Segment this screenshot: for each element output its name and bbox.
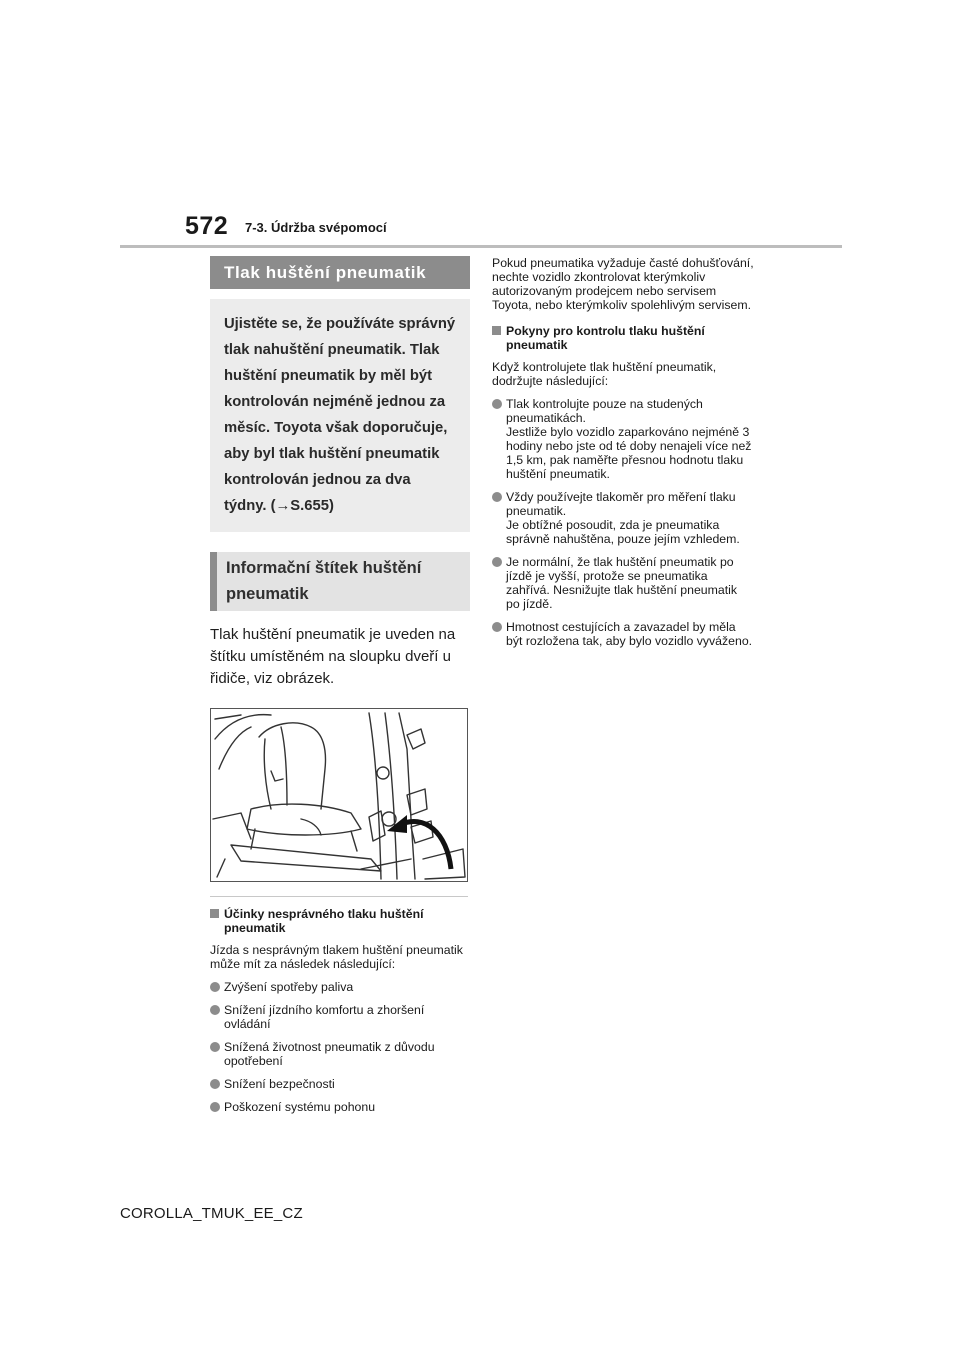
square-bullet-icon bbox=[210, 909, 219, 918]
circle-bullet-icon bbox=[210, 1102, 220, 1112]
list-item: Snížení jízdního komfortu a zhoršení ovládání bbox=[210, 1003, 470, 1031]
circle-bullet-icon bbox=[492, 492, 502, 502]
list-item: Tlak kontrolujte pouze na studených pneumatikách. Jestliže bylo vozidlo zaparkováno nejméně 3 hodiny nebo jste od té doby nenajeli více než 1,5 km, pak naměřte přesnou hodnotu tlaku huštění pneumatik. bbox=[492, 397, 754, 481]
circle-bullet-icon bbox=[492, 622, 502, 632]
list-item: Poškození systému pohonu bbox=[210, 1100, 470, 1114]
section-title: 7-3. Údržba svépomocí bbox=[245, 220, 387, 235]
door-pillar-label-illustration bbox=[210, 708, 468, 882]
list-item: Je normální, že tlak huštění pneumatik po jízdě je vyšší, protože se pneumatika zahřívá. Nesnižujte tlak huštění pneumatik po jízdě. bbox=[492, 555, 754, 611]
summary-box: Ujistěte se, že používáte správný tlak nahuštění pneumatik. Tlak huštění pneumatik by měl být kontrolován nejméně jednou za měsíc. Toyota však doporučuje, aby byl tlak huštění pneumatik kontrolován jednou za dva týdny. (→S.655) bbox=[210, 299, 470, 532]
effects-intro: Jízda s nesprávným tlakem huštění pneumatik může mít za následek následující: bbox=[210, 943, 463, 971]
left-column bbox=[210, 256, 470, 1114]
lead-paragraph: Tlak huštění pneumatik je uveden na štítku umístěném na sloupku dveří u řidiče, viz obrázek. bbox=[210, 626, 456, 687]
figure-divider bbox=[210, 896, 468, 897]
square-bullet-icon bbox=[492, 326, 501, 335]
subheading-label-info: Informační štítek huštění pneumatik bbox=[210, 552, 470, 611]
page-number: 572 bbox=[185, 212, 229, 240]
list-item: Snížení bezpečnosti bbox=[210, 1077, 470, 1091]
right-column bbox=[492, 256, 754, 648]
circle-bullet-icon bbox=[210, 982, 220, 992]
circle-bullet-icon bbox=[210, 1079, 220, 1089]
circle-bullet-icon bbox=[492, 399, 502, 409]
list-item: Snížená životnost pneumatik z důvodu opotřebení bbox=[210, 1040, 470, 1068]
list-item: Vždy používejte tlakoměr pro měření tlaku pneumatik. Je obtížné posoudit, zda je pneumatika správně nahuštěna, pouze jejím vzhledem. bbox=[492, 490, 754, 546]
check-list bbox=[492, 397, 754, 648]
check-intro: Když kontrolujete tlak huštění pneumatik, dodržujte následující: bbox=[492, 360, 717, 388]
reinflation-paragraph: Pokud pneumatika vyžaduje časté dohušťování, nechte vozidlo zkontrolovat kterýmkoliv autorizovaným prodejcem nebo servisem Toyota, nebo kterýmkoliv spolehlivým servisem. bbox=[492, 256, 754, 312]
topic-heading-check: Pokyny pro kontrolu tlaku huštění pneumatik bbox=[492, 324, 754, 352]
header-divider bbox=[120, 245, 842, 248]
topic-heading-effects: Účinky nesprávného tlaku huštění pneumatik bbox=[210, 907, 470, 935]
circle-bullet-icon bbox=[210, 1005, 220, 1015]
section-heading: Tlak huštění pneumatik bbox=[210, 256, 470, 289]
car-seat-illustration bbox=[211, 709, 467, 881]
effects-list bbox=[210, 980, 470, 1114]
circle-bullet-icon bbox=[210, 1042, 220, 1052]
list-item: Hmotnost cestujících a zavazadel by měla být rozložena tak, aby bylo vozidlo vyváženo. bbox=[492, 620, 754, 648]
document-code: COROLLA_TMUK_EE_CZ bbox=[120, 1205, 303, 1222]
circle-bullet-icon bbox=[492, 557, 502, 567]
list-item: Zvýšení spotřeby paliva bbox=[210, 980, 470, 994]
